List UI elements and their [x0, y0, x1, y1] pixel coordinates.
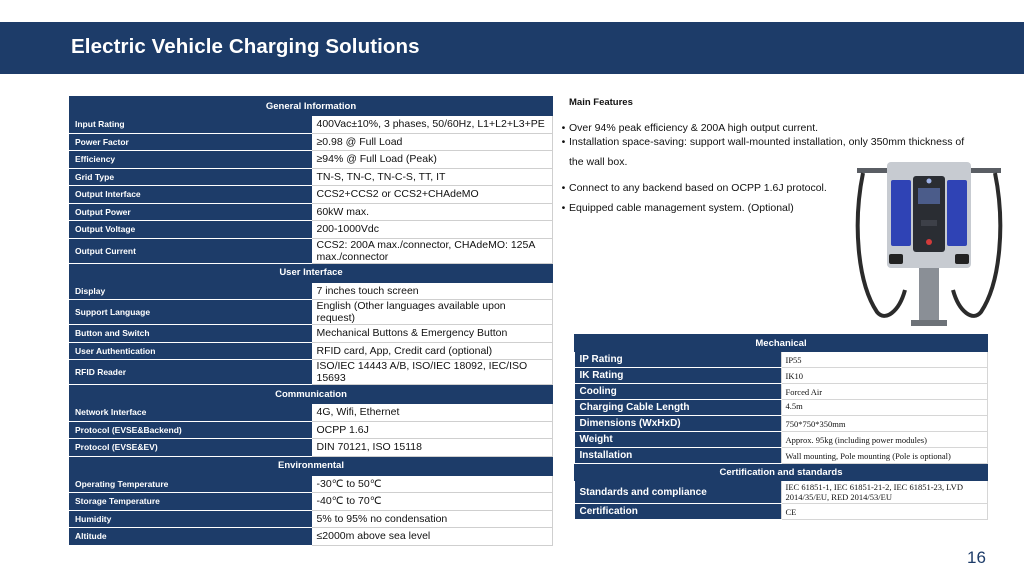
spec-value: 60kW max. — [311, 203, 553, 221]
spec-value: CCS2: 200A max./connector, CHAdeMO: 125A max./connector — [311, 238, 553, 263]
spec-value: -40℃ to 70℃ — [311, 493, 553, 511]
spec-value: DIN 70121, ISO 15118 — [311, 439, 553, 457]
spec-value: OCPP 1.6J — [311, 421, 553, 439]
mech-value: IK10 — [781, 368, 988, 384]
feature-text: Over 94% peak efficiency & 200A high output current. — [569, 122, 819, 134]
section-environmental: Environmental — [70, 456, 553, 475]
mech-label: IK Rating — [575, 368, 782, 384]
spec-label: Output Interface — [70, 186, 312, 204]
feature-item — [558, 136, 964, 148]
bullet: • — [561, 202, 566, 214]
spec-label: Grid Type — [70, 168, 312, 186]
feature-text-continued: the wall box. — [569, 156, 628, 168]
spec-label: User Authentication — [70, 342, 312, 360]
feature-text: Connect to any backend based on OCPP 1.6J protocol. — [569, 182, 827, 194]
feature-item — [558, 202, 794, 214]
feature-text: Equipped cable management system. (Optional) — [569, 202, 794, 214]
spec-value: ≤2000m above sea level — [311, 528, 553, 546]
spec-label: Altitude — [70, 528, 312, 546]
mech-value: Approx. 95kg (including power modules) — [781, 432, 988, 448]
mech-value: 4.5m — [781, 400, 988, 416]
mech-value: CE — [781, 504, 988, 520]
spec-value: -30℃ to 50℃ — [311, 475, 553, 493]
spec-label: Operating Temperature — [70, 475, 312, 493]
mech-label: Charging Cable Length — [575, 400, 782, 416]
side-panel-right — [947, 180, 967, 246]
pole-base — [911, 320, 947, 326]
bullet: • — [561, 122, 566, 134]
bullet: • — [561, 136, 566, 148]
spec-label: Display — [70, 282, 312, 300]
main-features-title: Main Features — [569, 97, 633, 108]
spec-value: CCS2+CCS2 or CCS2+CHAdeMO — [311, 186, 553, 204]
side-panel-left — [891, 180, 911, 246]
mech-label: Weight — [575, 432, 782, 448]
spec-label: Protocol (EVSE&Backend) — [70, 421, 312, 439]
feature-item — [558, 182, 827, 194]
spec-value: ISO/IEC 14443 A/B, ISO/IEC 18092, IEC/ISO 15693 — [311, 360, 553, 385]
section-communication: Communication — [70, 385, 553, 404]
title-bar — [0, 22, 1024, 74]
emergency-button — [926, 239, 932, 245]
spec-label: Button and Switch — [70, 325, 312, 343]
mech-label: Cooling — [575, 384, 782, 400]
feature-item — [558, 122, 818, 134]
logo-mark — [927, 179, 932, 184]
spec-value: Mechanical Buttons & Emergency Button — [311, 325, 553, 343]
spec-label: Humidity — [70, 510, 312, 528]
charger-illustration — [855, 162, 1003, 326]
spec-value: 5% to 95% no condensation — [311, 510, 553, 528]
spec-value: 200-1000Vdc — [311, 221, 553, 239]
spec-table — [69, 96, 553, 546]
cable-arm-right — [967, 168, 1001, 173]
spec-label: Support Language — [70, 300, 312, 325]
bullet: • — [561, 182, 566, 194]
mech-label: Installation — [575, 448, 782, 464]
spec-value: ≥0.98 @ Full Load — [311, 133, 553, 151]
page-number: 16 — [967, 548, 986, 567]
section-certification-and-standards: Certification and standards — [575, 464, 988, 481]
spec-label: Efficiency — [70, 151, 312, 169]
spec-value: 7 inches touch screen — [311, 282, 553, 300]
connector-holster-right — [955, 254, 969, 264]
spec-label: Output Power — [70, 203, 312, 221]
spec-label: Output Voltage — [70, 221, 312, 239]
spec-label: Network Interface — [70, 404, 312, 422]
mech-label: Certification — [575, 504, 782, 520]
display-screen — [918, 188, 940, 204]
spec-value: 4G, Wifi, Ethernet — [311, 404, 553, 422]
spec-value: ≥94% @ Full Load (Peak) — [311, 151, 553, 169]
mech-label: IP Rating — [575, 352, 782, 368]
mech-label: Standards and compliance — [575, 481, 782, 504]
spec-value: 400Vac±10%, 3 phases, 50/60Hz, L1+L2+L3+PE — [311, 116, 553, 134]
mounting-pole — [919, 262, 939, 326]
spec-label: Protocol (EVSE&EV) — [70, 439, 312, 457]
spec-value: RFID card, App, Credit card (optional) — [311, 342, 553, 360]
section-mechanical: Mechanical — [575, 335, 988, 352]
mech-value: Forced Air — [781, 384, 988, 400]
spec-label: RFID Reader — [70, 360, 312, 385]
mech-value: 750*750*350mm — [781, 416, 988, 432]
spec-label: Storage Temperature — [70, 493, 312, 511]
mech-value: IP55 — [781, 352, 988, 368]
section-user-interface: User Interface — [70, 263, 553, 282]
cable-arm-left — [857, 168, 891, 173]
mech-label: Dimensions (WxHxD) — [575, 416, 782, 432]
spec-label: Output Current — [70, 238, 312, 263]
mech-value: IEC 61851-1, IEC 61851-21-2, IEC 61851-23, LVD 2014/35/EU, RED 2014/53/EU — [781, 481, 988, 504]
connector-holster-left — [889, 254, 903, 264]
spec-label: Power Factor — [70, 133, 312, 151]
spec-value: TN-S, TN-C, TN-C-S, TT, IT — [311, 168, 553, 186]
mech-value: Wall mounting, Pole mounting (Pole is optional) — [781, 448, 988, 464]
spec-value: English (Other languages available upon request) — [311, 300, 553, 325]
page-title: Electric Vehicle Charging Solutions — [71, 35, 420, 58]
spec-label: Input Rating — [70, 116, 312, 134]
feature-text: Installation space-saving: support wall-mounted installation, only 350mm thickness of — [569, 136, 965, 148]
rfid-reader — [921, 220, 937, 226]
section-general-information: General Information — [70, 97, 553, 116]
mechanical-table — [574, 334, 988, 520]
